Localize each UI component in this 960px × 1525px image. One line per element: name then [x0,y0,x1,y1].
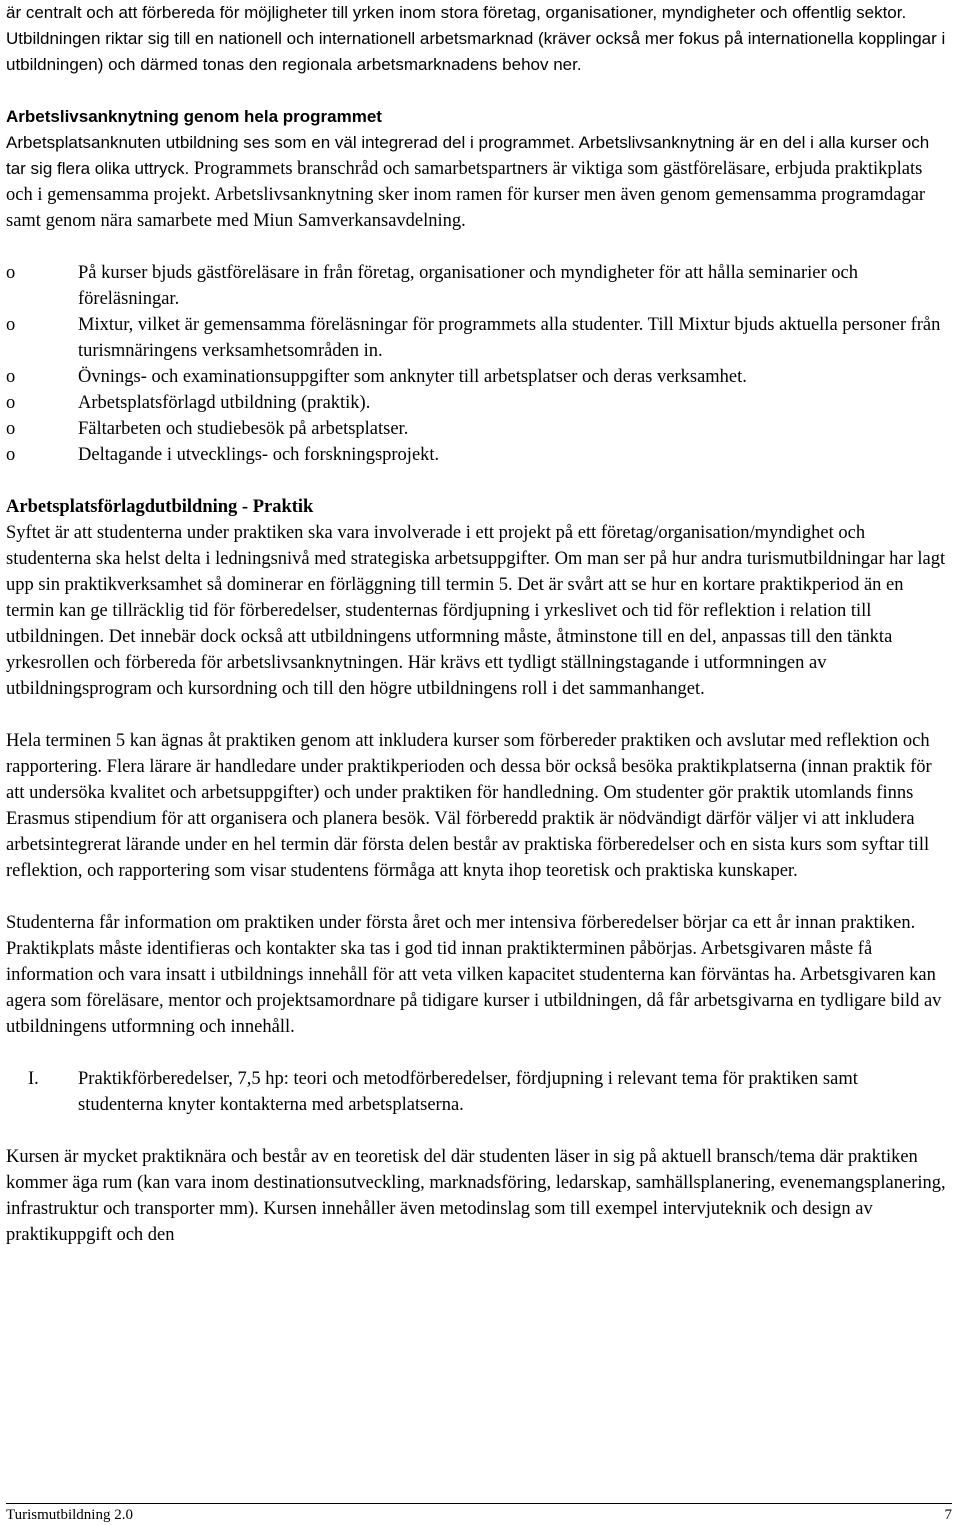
bullet-list [6,260,946,468]
list-item [6,260,946,312]
bullet-marker: o [6,393,16,413]
list-item-text: Fältarbeten och studiebesök på arbetsplatser. [78,419,409,439]
bullet-marker: o [6,419,16,439]
body-paragraph: Syftet är att studenterna under praktiken ska vara involverade i ett projekt på ett företag/organisation/myndighet och studenterna ska helst delta i ledningsnivå med strategiska arbetsuppgifter. Om man ser på hur andra turismutbildningar har lagt upp sin praktikverksamhet så dominerar en förläggning till termin 5. Det är svårt att se hur en kortare praktikperiod än en termin kan ge tillräcklig tid för förberedelser, studenternas fördjupning i yrkeslivet och tid för reflektion i relation till utbildningen. Det innebär dock också att utbildningens utformning måste, åtminstone till en del, anpassas till den tänkta yrkesrollen och förbereda för arbetslivsanknytningen. Här krävs ett tydligt ställningstagande i utformningen av utbildningsprogram och kursordning och till den högre utbildningens roll i det sammanhanget. [6,523,946,699]
list-item-text: Mixtur, vilket är gemensamma föreläsningar för programmets alla studenter. Till Mixtur bjuds aktuella personer från turismnäringens verksamhetsområden in. [78,315,941,361]
body-paragraph: Hela terminen 5 kan ägnas åt praktiken genom att inkludera kurser som förbereder praktiken och avslutar med reflektion och rapportering. Flera lärare är handledare under praktikperioden och dessa bör också besöka praktikplatserna (innan praktik för att undersöka kvalitet och arbetsuppgifter) och under praktiken för handledning. Om studenter gör praktik utomlands finns Erasmus stipendium för att organisera och planera besök. Väl förberedd praktik är nödvändigt därför väljer vi att inkludera arbetsintegrerat lärande under en hel termin där första delen består av praktiska förberedelser och en sista kurs som syftar till reflektion, och rapportering som visar studentens förmåga att knyta ihop teoretisk och praktiska kunskaper. [6,731,932,881]
bullet-marker: o [6,367,16,387]
body-paragraph: Studenterna får information om praktiken under första året och mer intensiva förberedelser börjar ca ett år innan praktiken. Praktikplats måste identifieras och kontakter ska tas i god tid innan praktikterminen påbörjas. Arbetsgivaren måste få information och vara insatt i utbildnings innehåll för att veta vilken kapacitet studenterna kan förväntas ha. Arbetsgivaren kan agera som föreläsare, mentor och projektsamordnare på tidigare kurser i utbildningen, då får arbetsgivarna en tydligare bild av utbildningens utformning och innehåll. [6,913,942,1037]
footer-title: Turismutbildning 2.0 [6,1507,133,1523]
list-item [6,442,946,468]
section-body-serif: Programmets branschråd och samarbetspartners är viktiga som gästföreläsare, erbjuda praktikplats och i gemensamma projekt. Arbetslivsanknytning sker inom ramen för kurser men även genom gemensamma programdagar samt genom nära samarbete med Miun Samverkansavdelning. [6,159,926,231]
list-item [6,364,946,390]
footer-divider [6,1503,952,1504]
list-item-text: Praktikförberedelser, 7,5 hp: teori och metodförberedelser, fördjupning i relevant tema för praktiken samt studenterna knyter kontakterna med arbetsplatserna. [78,1069,858,1115]
intro-paragraph: är centralt och att förbereda för möjligheter till yrken inom stora företag, organisationer, myndigheter och offentlig sektor. Utbildningen riktar sig till en nationell och internationell arbetsmarknad (kräver också mer fokus på internationella kopplingar i utbildningen) och därmed tonas den regionala arbetsmarknadens behov ner. [6,3,946,74]
list-item [6,390,946,416]
list-item-text: Övnings- och examinationsuppgifter som anknyter till arbetsplatser och deras verksamhet. [78,367,747,387]
section-arbetslivsanknytning [6,104,946,468]
bullet-marker: o [6,315,16,335]
section-body-sans: Arbetsplatsanknuten utbildning ses som en väl integrerad del i programmet. Arbetslivsanknytning är en del i alla kurser och tar sig flera olika uttryck. [6,133,930,178]
page-number: 7 [944,1507,952,1523]
list-number: I. [28,1069,39,1089]
section-body [6,130,946,234]
numbered-list [6,1066,946,1118]
body-paragraph: Kursen är mycket praktiknära och består av en teoretisk del där studenten läser in sig på aktuell bransch/tema där praktiken kommer äga rum (kan vara inom destinationsutveckling, marknadsföring, ledarskap, samhällsplanering, evenemangsplanering, infrastruktur och transporter mm). Kursen innehåller även metodinslag som till exempel intervjuteknik och design av praktikuppgift och den [6,1147,946,1245]
page-footer [6,1503,952,1525]
document-page [6,0,946,1248]
bullet-marker: o [6,445,16,465]
list-item [6,416,946,442]
bullet-marker: o [6,263,16,283]
section-praktik [6,494,946,1248]
section-heading: Arbetslivsanknytning genom hela programmet [6,107,382,126]
list-item-text: Arbetsplatsförlagd utbildning (praktik). [78,393,371,413]
list-item-text: På kurser bjuds gästföreläsare in från företag, organisationer och myndigheter för att hålla seminarier och föreläsningar. [78,263,858,309]
list-item-text: Deltagande i utvecklings- och forskningsprojekt. [78,445,440,465]
section-heading: Arbetsplatsförlagdutbildning - Praktik [6,497,314,517]
list-item [6,1066,946,1118]
list-item [6,312,946,364]
